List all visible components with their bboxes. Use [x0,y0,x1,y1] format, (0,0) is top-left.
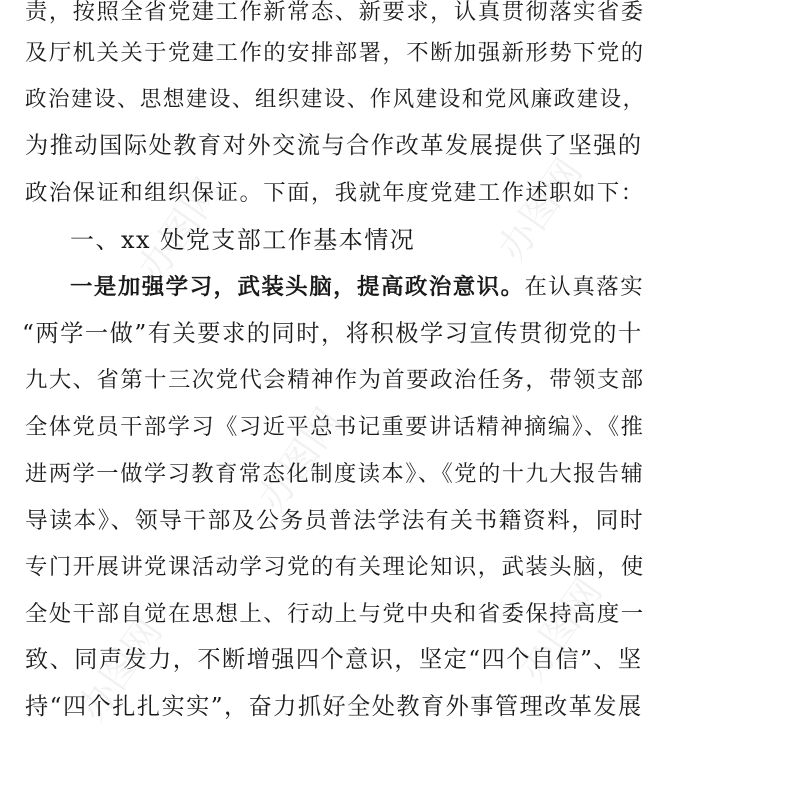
watermark: 办图网 [489,150,591,269]
body-text-line: 持“四个扎扎实实”，奋力抓好全处教育外事管理改革发展 [25,694,643,720]
body-text-line: 导读本》、领导干部及公务员普法学法有关书籍资料，同时 [25,508,645,534]
section-heading: 一、xx 处党支部工作基本情况 [70,226,416,254]
body-text-line: 责，按照全省党建工作新常态、新要求，认真贯彻落实省委 [25,0,645,25]
watermark: 办图网 [69,610,171,729]
body-text-line: “两学一做”有关要求的同时，将积极学习宣传贯彻党的十 [22,320,643,347]
body-text-line: 为推动国际处教育对外交流与合作改革发展提供了坚强的 [25,132,643,159]
body-text-line: 及厅机关关于党建工作的安排部署，不断加强新形势下党的 [25,40,645,66]
body-text-line: 全处干部自觉在思想上、行动上与党中央和省委保持高度一 [25,601,645,627]
body-text-line: 政治保证和组织保证。下面，我就年度党建工作述职如下： [25,180,645,206]
body-text-line: 进两学一做学习教育常态化制度读本》、《党的十九大报告辅 [25,461,645,487]
watermark: 办图网 [509,570,611,689]
watermark: 办图网 [249,400,351,519]
body-text-line: 政治建设、思想建设、组织建设、作风建设和党风廉政建设， [25,87,646,112]
body-text-line: 全体党员干部学习《习近平总书记重要讲话精神摘编》、《推 [25,414,645,440]
body-text-line: 致、同声发力，不断增强四个意识，坚定“四个自信”、坚 [25,647,643,673]
paragraph-lead-rest: 在认真落实 [524,274,645,300]
body-text-line: 九大、省第十三次党代会精神作为首要政治任务，带领支部 [25,367,645,393]
paragraph-lead-bold: 一是加强学习，武装头脑，提高政治意识。 [70,274,525,300]
watermark: 办图网 [129,170,231,289]
paragraph-first-line [70,267,644,307]
body-text-line: 专门开展讲党课活动学习党的有关理论知识，武装头脑，使 [25,554,645,580]
